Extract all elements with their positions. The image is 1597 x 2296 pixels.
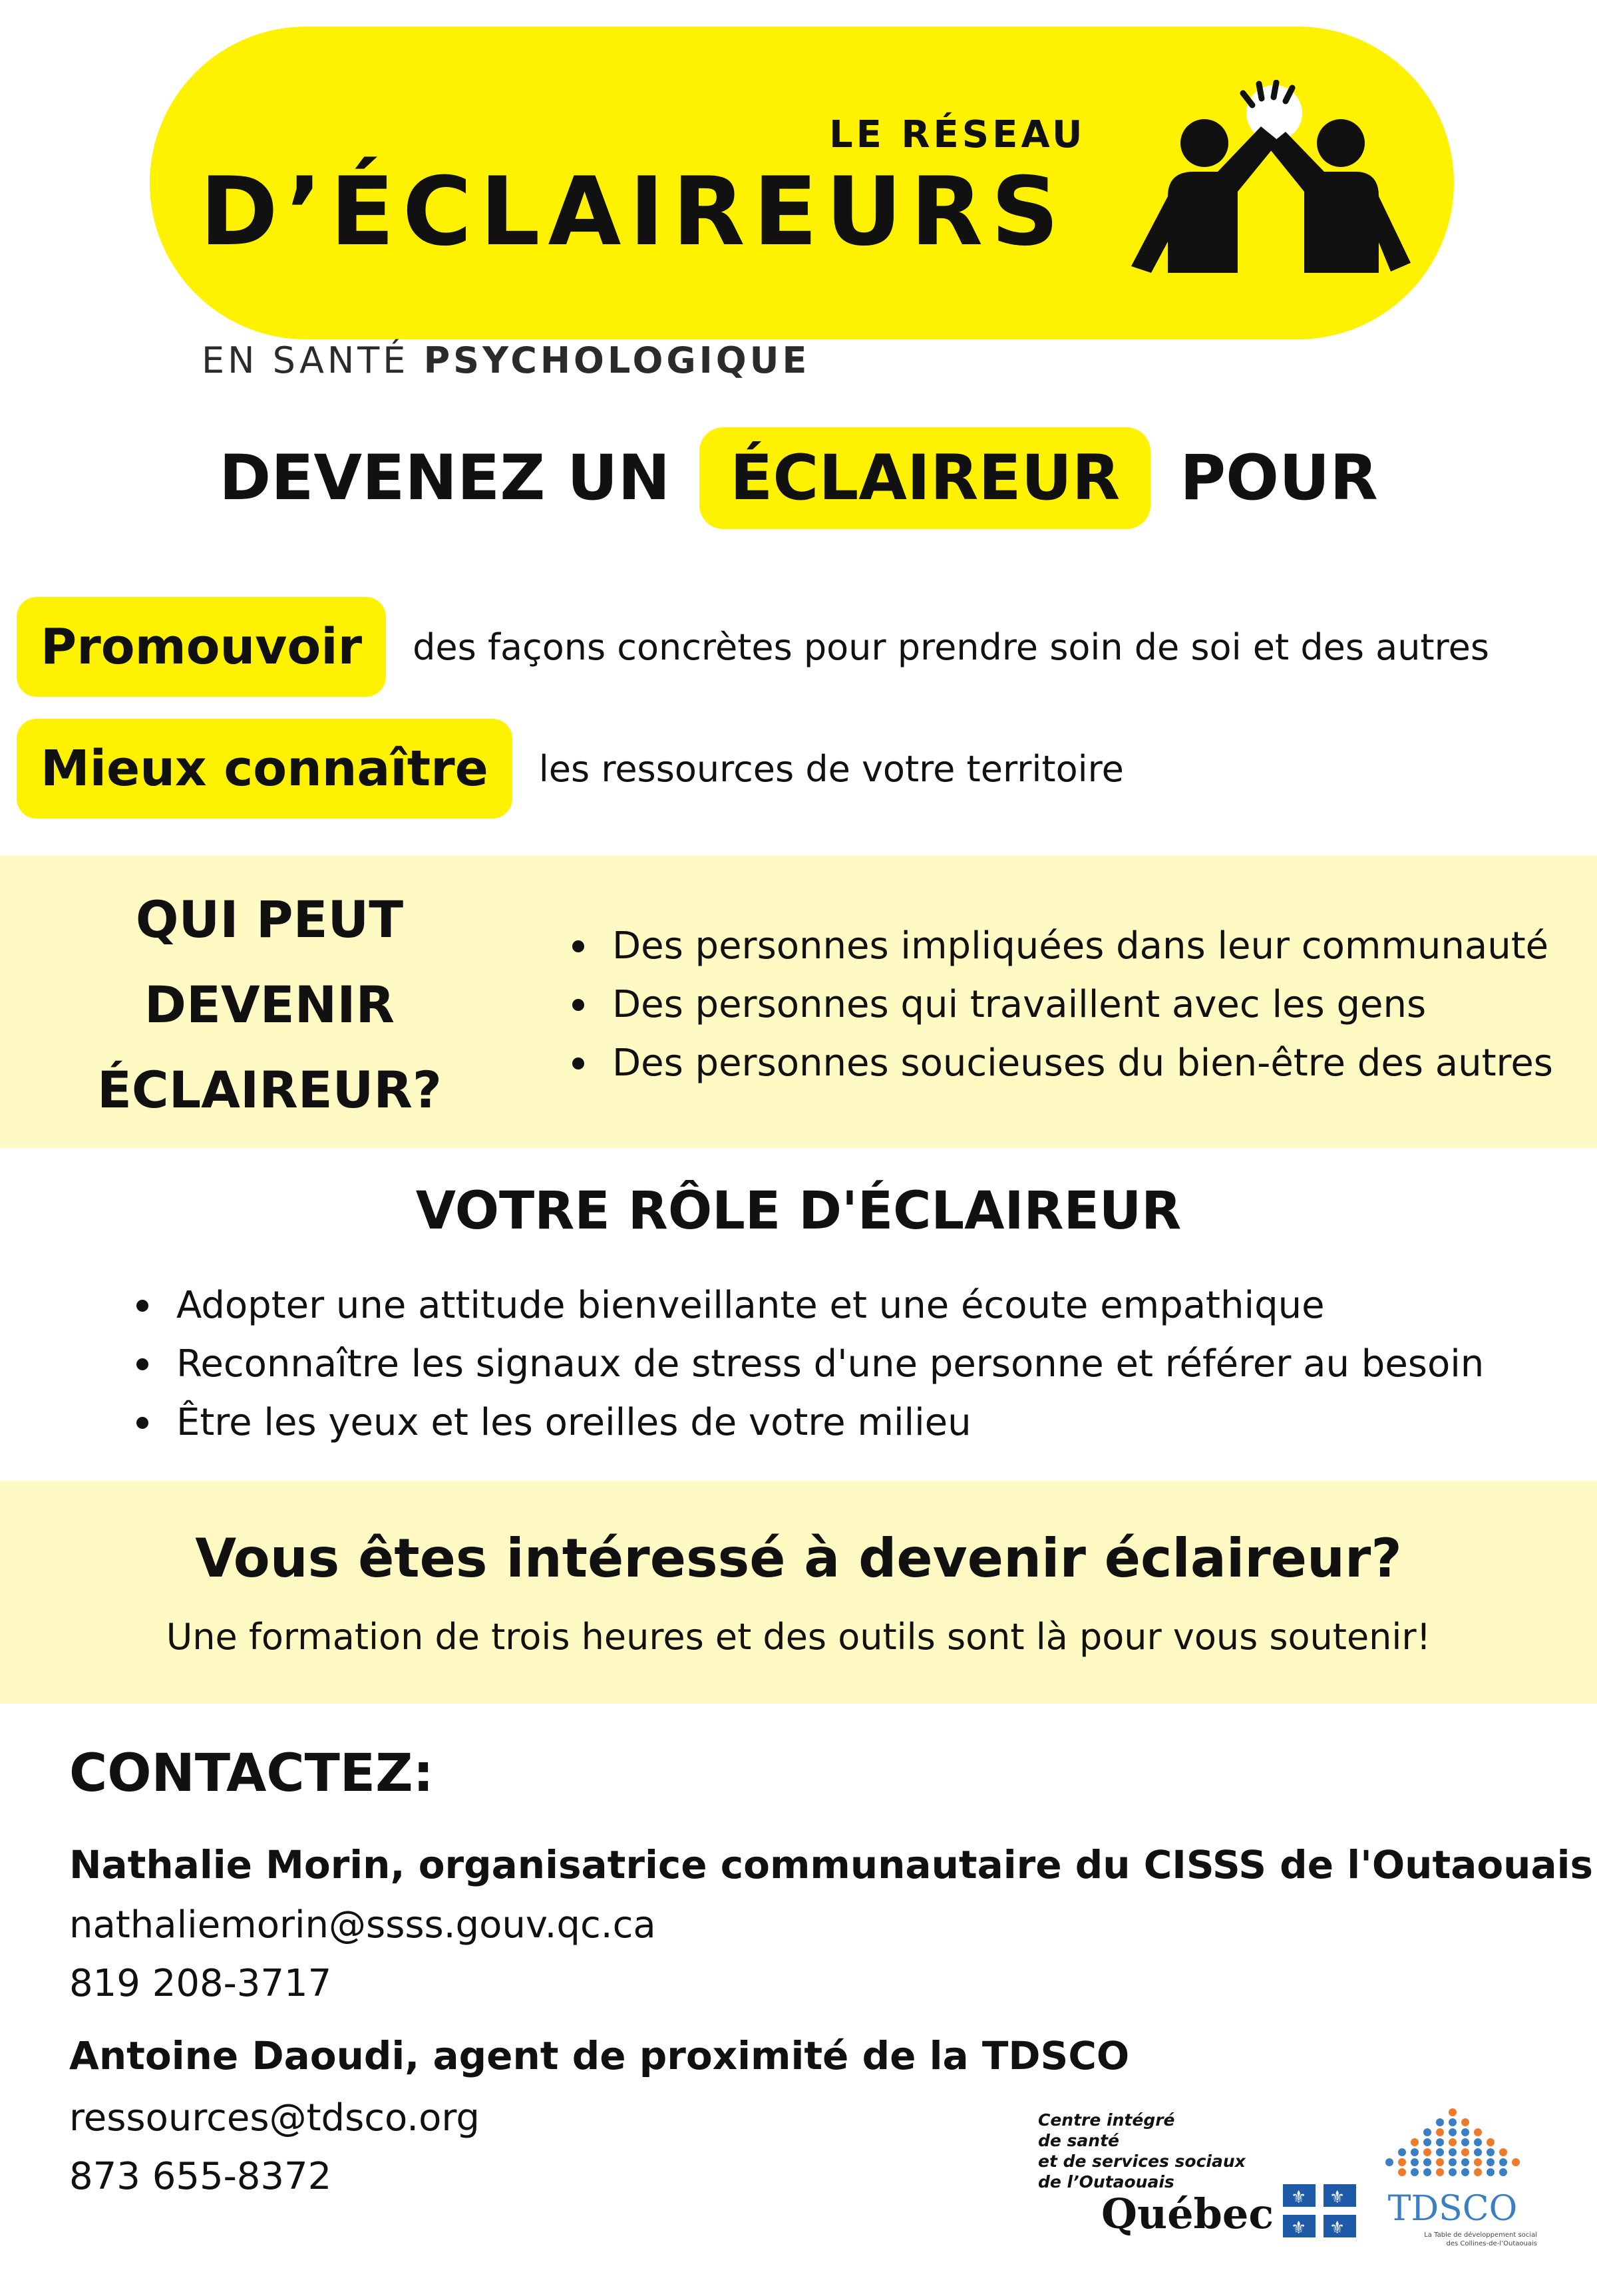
headline-after: POUR — [1180, 441, 1378, 514]
logo-tagline — [202, 339, 810, 381]
cisss-logo-text — [1038, 2110, 1246, 2192]
tdsco-dot — [1411, 2158, 1419, 2166]
contact-phone[interactable]: 873 655-8372 — [69, 2155, 332, 2198]
cisss-line: et de services sociaux — [1038, 2152, 1246, 2171]
who-title — [40, 877, 499, 1133]
goal-label-pill: Promouvoir — [17, 597, 386, 697]
tdsco-dot — [1436, 2118, 1444, 2126]
role-list — [176, 1276, 1484, 1452]
tdsco-dot — [1449, 2168, 1457, 2176]
tdsco-dot — [1449, 2128, 1457, 2136]
tagline-bold: PSYCHOLOGIQUE — [423, 339, 810, 381]
tdsco-dot — [1499, 2158, 1507, 2166]
goal-text: des façons concrètes pour prendre soin de soi et des autres — [413, 626, 1489, 668]
who-title-line: QUI PEUT — [135, 890, 404, 949]
tdsco-dot — [1436, 2128, 1444, 2136]
tdsco-dot — [1449, 2138, 1457, 2146]
tdsco-dot — [1449, 2148, 1457, 2156]
headline-before: DEVENEZ UN — [219, 441, 671, 514]
tdsco-dot — [1411, 2148, 1419, 2156]
goal-row-promouvoir — [17, 597, 1489, 697]
interest-section-background — [0, 1481, 1597, 1704]
tdsco-dot — [1398, 2158, 1406, 2166]
contact-email-link[interactable]: nathaliemorin@ssss.gouv.qc.ca — [69, 1903, 656, 1947]
tdsco-logo-icon — [1367, 2103, 1540, 2236]
cisss-line: de santé — [1038, 2131, 1120, 2150]
cisss-line: de l’Outaouais — [1038, 2172, 1174, 2192]
tdsco-dot — [1487, 2168, 1495, 2176]
list-item: Des personnes soucieuses du bien-être des autres — [612, 1034, 1553, 1093]
tdsco-dot — [1474, 2128, 1482, 2136]
tdsco-dot — [1398, 2168, 1406, 2176]
who-title-line: ÉCLAIREUR? — [97, 1060, 442, 1119]
contact-email-link[interactable]: ressources@tdsco.org — [69, 2096, 480, 2140]
high-five-people-icon — [1105, 80, 1424, 280]
tdsco-dot — [1461, 2158, 1469, 2166]
tdsco-dot — [1385, 2158, 1393, 2166]
tdsco-dot — [1423, 2158, 1431, 2166]
tdsco-dot — [1461, 2128, 1469, 2136]
headline-highlight: ÉCLAIREUR — [699, 427, 1151, 529]
tdsco-dot — [1474, 2138, 1482, 2146]
tdsco-dot — [1499, 2148, 1507, 2156]
tdsco-dot — [1487, 2148, 1495, 2156]
tdsco-dot — [1436, 2158, 1444, 2166]
who-list — [612, 917, 1553, 1093]
list-item: Être les yeux et les oreilles de votre milieu — [176, 1394, 1484, 1452]
tdsco-dot — [1423, 2128, 1431, 2136]
tdsco-dot — [1436, 2168, 1444, 2176]
tdsco-dot — [1487, 2138, 1495, 2146]
interest-subtitle: Une formation de trois heures et des outils sont là pour vous soutenir! — [166, 1616, 1431, 1658]
tdsco-caption — [1391, 2231, 1537, 2248]
svg-text:⚜: ⚜ — [1291, 2188, 1307, 2207]
tdsco-dot — [1449, 2118, 1457, 2126]
logo-le-reseau-text: LE RÉSEAU — [829, 113, 1086, 156]
tdsco-dot — [1398, 2148, 1406, 2156]
who-title-line: DEVENIR — [144, 975, 395, 1034]
tagline-light: EN SANTÉ — [202, 339, 409, 381]
list-item: Des personnes impliquées dans leur communauté — [612, 917, 1553, 976]
tdsco-dot — [1449, 2108, 1457, 2116]
contact-title: CONTACTEZ: — [69, 1744, 434, 1804]
quebec-wordmark: Québec — [1101, 2190, 1274, 2238]
tdsco-dot — [1436, 2148, 1444, 2156]
tdsco-dot — [1474, 2168, 1482, 2176]
tdsco-dot — [1499, 2168, 1507, 2176]
contact-name: Antoine Daoudi, agent de proximité de la TDSCO — [69, 2033, 1130, 2078]
tdsco-dot — [1461, 2138, 1469, 2146]
list-item: Adopter une attitude bienveillante et une écoute empathique — [176, 1276, 1484, 1335]
interest-title: Vous êtes intéressé à devenir éclaireur? — [195, 1527, 1402, 1589]
tdsco-caption-line: des Collines-de-l’Outaouais — [1446, 2240, 1537, 2247]
logo-title: D’ÉCLAIREURS — [200, 157, 1067, 267]
contact-phone[interactable]: 819 208-3717 — [69, 1962, 332, 2005]
tdsco-dot — [1411, 2138, 1419, 2146]
list-item: Des personnes qui travaillent avec les gens — [612, 976, 1553, 1034]
tdsco-dot — [1423, 2168, 1431, 2176]
tdsco-dot — [1474, 2148, 1482, 2156]
tdsco-dot — [1461, 2168, 1469, 2176]
role-title: VOTRE RÔLE D'ÉCLAIREUR — [415, 1181, 1182, 1241]
tdsco-caption-line: La Table de développement social — [1424, 2231, 1537, 2239]
tdsco-dot — [1487, 2158, 1495, 2166]
svg-text:⚜: ⚜ — [1291, 2218, 1307, 2237]
goal-label-pill: Mieux connaître — [17, 719, 512, 819]
tdsco-dot — [1423, 2148, 1431, 2156]
tdsco-dot — [1436, 2138, 1444, 2146]
svg-text:⚜: ⚜ — [1330, 2188, 1345, 2207]
tdsco-dot — [1461, 2148, 1469, 2156]
quebec-flag-icon — [1283, 2184, 1356, 2237]
cisss-line: Centre intégré — [1038, 2110, 1175, 2130]
contact-name: Nathalie Morin, organisatrice communautaire du CISSS de l'Outaouais — [69, 1842, 1594, 1887]
page-headline — [0, 418, 1597, 538]
goal-text: les ressources de votre territoire — [538, 747, 1124, 790]
tdsco-wordmark: TDSCO — [1387, 2189, 1518, 2229]
tdsco-dot — [1449, 2158, 1457, 2166]
list-item: Reconnaître les signaux de stress d'une personne et référer au besoin — [176, 1335, 1484, 1394]
tdsco-dot — [1423, 2138, 1431, 2146]
goal-row-mieux-connaitre — [17, 719, 1124, 819]
tdsco-dot — [1512, 2158, 1520, 2166]
tdsco-dot — [1461, 2118, 1469, 2126]
tdsco-dot — [1474, 2158, 1482, 2166]
tdsco-dot — [1411, 2168, 1419, 2176]
svg-text:⚜: ⚜ — [1330, 2218, 1345, 2237]
